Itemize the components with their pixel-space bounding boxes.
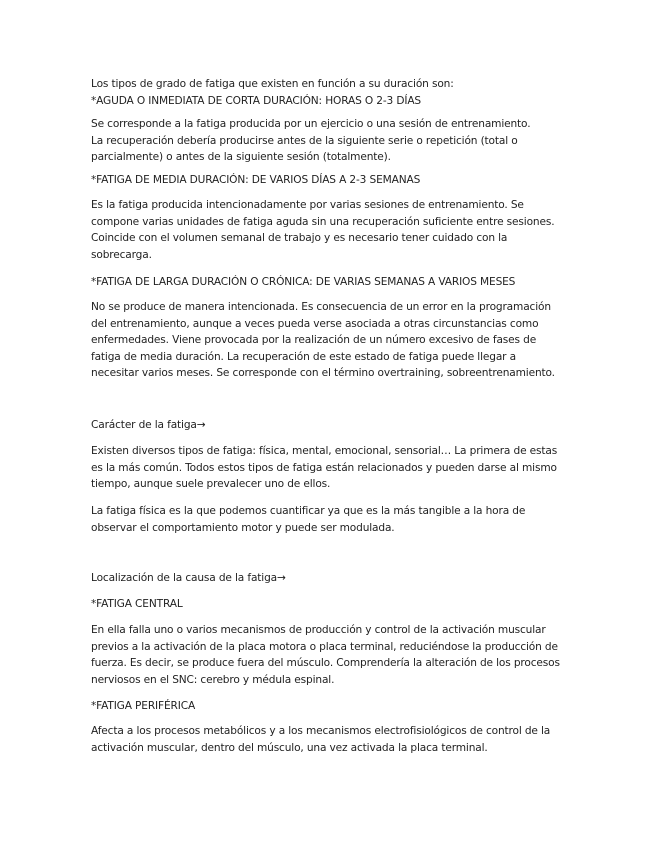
aguda-block	[91, 116, 536, 166]
periferica-heading: *FATIGA PERIFÉRICA	[91, 700, 196, 712]
aguda-heading: *AGUDA O INMEDIATA DE CORTA DURACIÓN: HORAS O 2-3 DÍAS	[91, 94, 421, 107]
media-block	[91, 197, 561, 263]
media-heading-block	[91, 172, 571, 189]
caracter-paragraph-2: La fatiga física es la que podemos cuantificar ya que es la más tangible a la hora de observar el comportamiento motor y puede ser modulada.	[91, 505, 526, 534]
caracter-block-1	[91, 443, 566, 493]
localizacion-heading: Localización de la causa de la fatiga→	[91, 572, 286, 584]
larga-heading-block	[91, 274, 571, 291]
larga-paragraph: No se produce de manera intencionada. Es consecuencia de un error en la programación del entrenamiento, aunque a veces pueda verse asociada a otras circunstancias como enfermedades. Viene provocada por la realización de un número excesivo de fases de fatiga de media duración. La recuperación de este estado de fatiga puede llegar a necesitar varios meses. Se corresponde con el término overtraining, sobreentrenamiento.	[91, 301, 555, 380]
caracter-block-2	[91, 503, 536, 536]
periferica-heading-block	[91, 698, 571, 715]
larga-block	[91, 299, 566, 382]
caracter-heading-block	[91, 417, 571, 434]
intro-line: Los tipos de grado de fatiga que existen en función a su duración son:	[91, 78, 454, 90]
localizacion-heading-block	[91, 570, 571, 587]
central-heading: *FATIGA CENTRAL	[91, 598, 183, 610]
larga-heading: *FATIGA DE LARGA DURACIÓN O CRÓNICA: DE VARIAS SEMANAS A VARIOS MESES	[91, 276, 516, 288]
periferica-paragraph: Afecta a los procesos metabólicos y a los mecanismos electrofisiológicos de control de la activación muscular, dentro del músculo, una vez activada la placa terminal.	[91, 725, 551, 754]
intro-block	[91, 76, 571, 109]
caracter-heading: Carácter de la fatiga→	[91, 419, 206, 431]
central-block	[91, 622, 566, 688]
central-paragraph: En ella falla uno o varios mecanismos de producción y control de la activación muscular previos a la activación de la placa motora o placa terminal, reduciéndose la producción de fuerza. Es decir, se produce fuera del músculo. Comprendería la alteración de los procesos nerviosos en el SNC: cerebro y médula espinal.	[91, 624, 560, 686]
central-heading-block	[91, 596, 571, 613]
aguda-paragraph: Se corresponde a la fatiga producida por un ejercicio o una sesión de entrenamiento. La recuperación debería producirse antes de la siguiente serie o repetición (total o parcialmente) o antes de la siguiente sesión (totalmente).	[91, 118, 531, 164]
caracter-paragraph-1: Existen diversos tipos de fatiga: física, mental, emocional, sensorial… La primera de estas es la más común. Todos estos tipos de fatiga están relacionados y pueden darse al mismo tiempo, aunque suele prevalecer uno de ellos.	[91, 445, 558, 491]
periferica-block	[91, 723, 561, 756]
media-heading: *FATIGA DE MEDIA DURACIÓN: DE VARIOS DÍAS A 2-3 SEMANAS	[91, 174, 421, 186]
media-paragraph: Es la fatiga producida intencionadamente por varias sesiones de entrenamiento. Se compone varias unidades de fatiga aguda sin una recuperación suficiente entre sesiones. Coincide con el volumen semanal de trabajo y es necesario tener cuidado con la sobrecarga.	[91, 199, 555, 261]
